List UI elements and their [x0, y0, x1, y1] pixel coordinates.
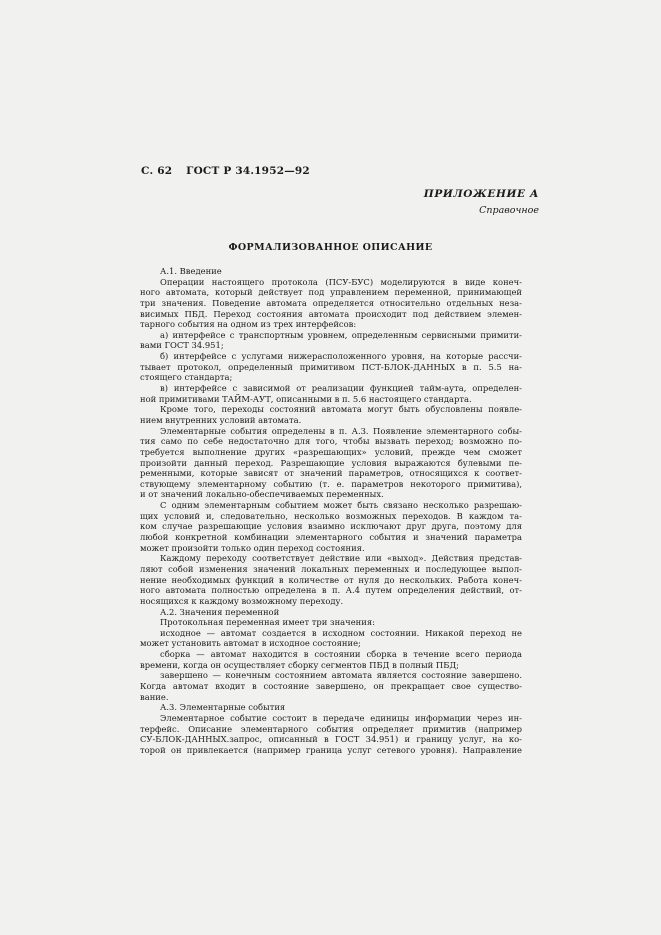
text-line: Элементарное событие состоит в передаче единицы информации через ин-	[160, 712, 522, 723]
text-line: три значения. Поведение автомата определяется относительно отдельных неза-	[140, 297, 522, 308]
text-line: тарного события на одном из трех интерфейсов:	[140, 319, 357, 330]
text-line: Кроме того, переходы состояний автомата могут быть обусловлены появле-	[160, 404, 522, 415]
text-line: в) интерфейсе с зависимой от реализации функцией тайм-аута, определен-	[160, 383, 522, 394]
text-line: торой он привлекается (например граница услуг сетевого уровня). Направление	[140, 744, 522, 755]
text-line: ной примитивами ТАЙМ-АУТ, описанными в п. 5.6 настоящего стандарта.	[140, 393, 472, 404]
text-line: СУ-БЛОК-ДАННЫХ.запрос, описанный в ГОСТ 34.951) и границу услуг, на ко-	[140, 734, 522, 745]
text-line: носящихся к каждому возможному переходу.	[140, 595, 344, 606]
text-line: вами ГОСТ 34.951;	[140, 340, 224, 351]
section-title: ФОРМАЛИЗОВАННОЕ ОПИСАНИЕ	[228, 242, 433, 253]
text-line: стоящего стандарта;	[140, 372, 233, 383]
text-line: любой конкретной комбинации элементарного события и значений параметра	[140, 532, 522, 543]
text-line: щих условий и, следовательно, несколько возможных переходов. В каждом та-	[140, 510, 522, 521]
text-line: нение необходимых функций в количестве от нуля до нескольких. Работа конеч-	[140, 574, 522, 585]
text-line: ременными, которые зависят от значений параметров, относящихся к соответ-	[140, 468, 522, 479]
text-line: может установить автомат в исходное состояние;	[140, 638, 361, 649]
text-line: нием внутренних условий автомата.	[140, 414, 302, 425]
appendix-label: ПРИЛОЖЕНИЕ А	[423, 188, 539, 200]
text-line: висимых ПБД. Переход состояния автомата происходит под действием элемен-	[140, 308, 522, 319]
text-line: ного автомата полностью определена в п. А.4 путем определения действий, от-	[140, 585, 522, 596]
text-line: ляют собой изменения значений локальных переменных и последующее выпол-	[140, 563, 522, 574]
text-line: Протокольная переменная имеет три значения:	[160, 617, 375, 628]
text-line: ком случае разрешающие условия взаимно исключают друг друга, поэтому для	[140, 521, 522, 532]
text-line: С одним элементарным событием может быть связано несколько разрешаю-	[160, 500, 522, 511]
text-line: завершено — конечным состоянием автомата является состояние завершено.	[160, 670, 522, 681]
text-line: произойти данный переход. Разрешающие условия выражаются булевыми пе-	[140, 457, 522, 468]
text-line: Каждому переходу соответствует действие или «выход». Действия представ-	[160, 553, 522, 564]
text-line: вание.	[140, 691, 169, 702]
appendix-reference: Справочное	[479, 205, 539, 216]
text-line: сборка — автомат находится в состоянии сборка в течение всего периода	[160, 649, 522, 660]
page-header	[141, 165, 320, 177]
standard-designation: ГОСТ Р 34.1952—92	[186, 165, 310, 177]
text-line: ствующему элементарному событию (т. е. параметров некоторого примитива),	[140, 478, 522, 489]
section-heading: А.3. Элементарные события	[160, 702, 286, 713]
text-line: Элементарные события определены в п. А.3. Появление элементарного собы-	[160, 425, 522, 436]
body-text	[140, 266, 522, 755]
text-line: и от значений локально-обеспечиваемых переменных.	[140, 489, 384, 500]
text-line: а) интерфейсе с транспортным уровнем, определенным сервисными примити-	[160, 329, 522, 340]
section-heading: А.1. Введение	[160, 266, 222, 276]
text-line: Когда автомат входит в состояние завершено, он прекращает свое существо-	[140, 680, 522, 691]
text-line: может произойти только один переход состояния.	[140, 542, 365, 553]
section-heading: А.2. Значения переменной	[160, 606, 280, 617]
text-line: требуется выполнение других «разрешающих» условий, прежде чем сможет	[140, 446, 522, 457]
text-line: времени, когда он осуществляет сборку сегментов ПБД в полный ПБД;	[140, 659, 459, 670]
text-line: тия само по себе недостаточно для того, чтобы вызвать переход; возможно по-	[140, 436, 522, 447]
text-line: ного автомата, который действует под управлением переменной, принимающей	[140, 287, 522, 298]
page-number: С. 62	[141, 165, 173, 177]
text-line: б) интерфейсе с услугами нижерасположенного уровня, на которые рассчи-	[160, 351, 522, 362]
text-line: Операции настоящего протокола (ПСУ-БУС) моделируются в виде конеч-	[160, 276, 522, 287]
text-line: тывает протокол, определенный примитивом ПСТ-БЛОК-ДАННЫХ в п. 5.5 на-	[140, 361, 522, 372]
text-line: терфейс. Описание элементарного события определяет примитив (например	[140, 723, 522, 734]
text-line: исходное — автомат создается в исходном состоянии. Никакой переход не	[160, 627, 522, 638]
